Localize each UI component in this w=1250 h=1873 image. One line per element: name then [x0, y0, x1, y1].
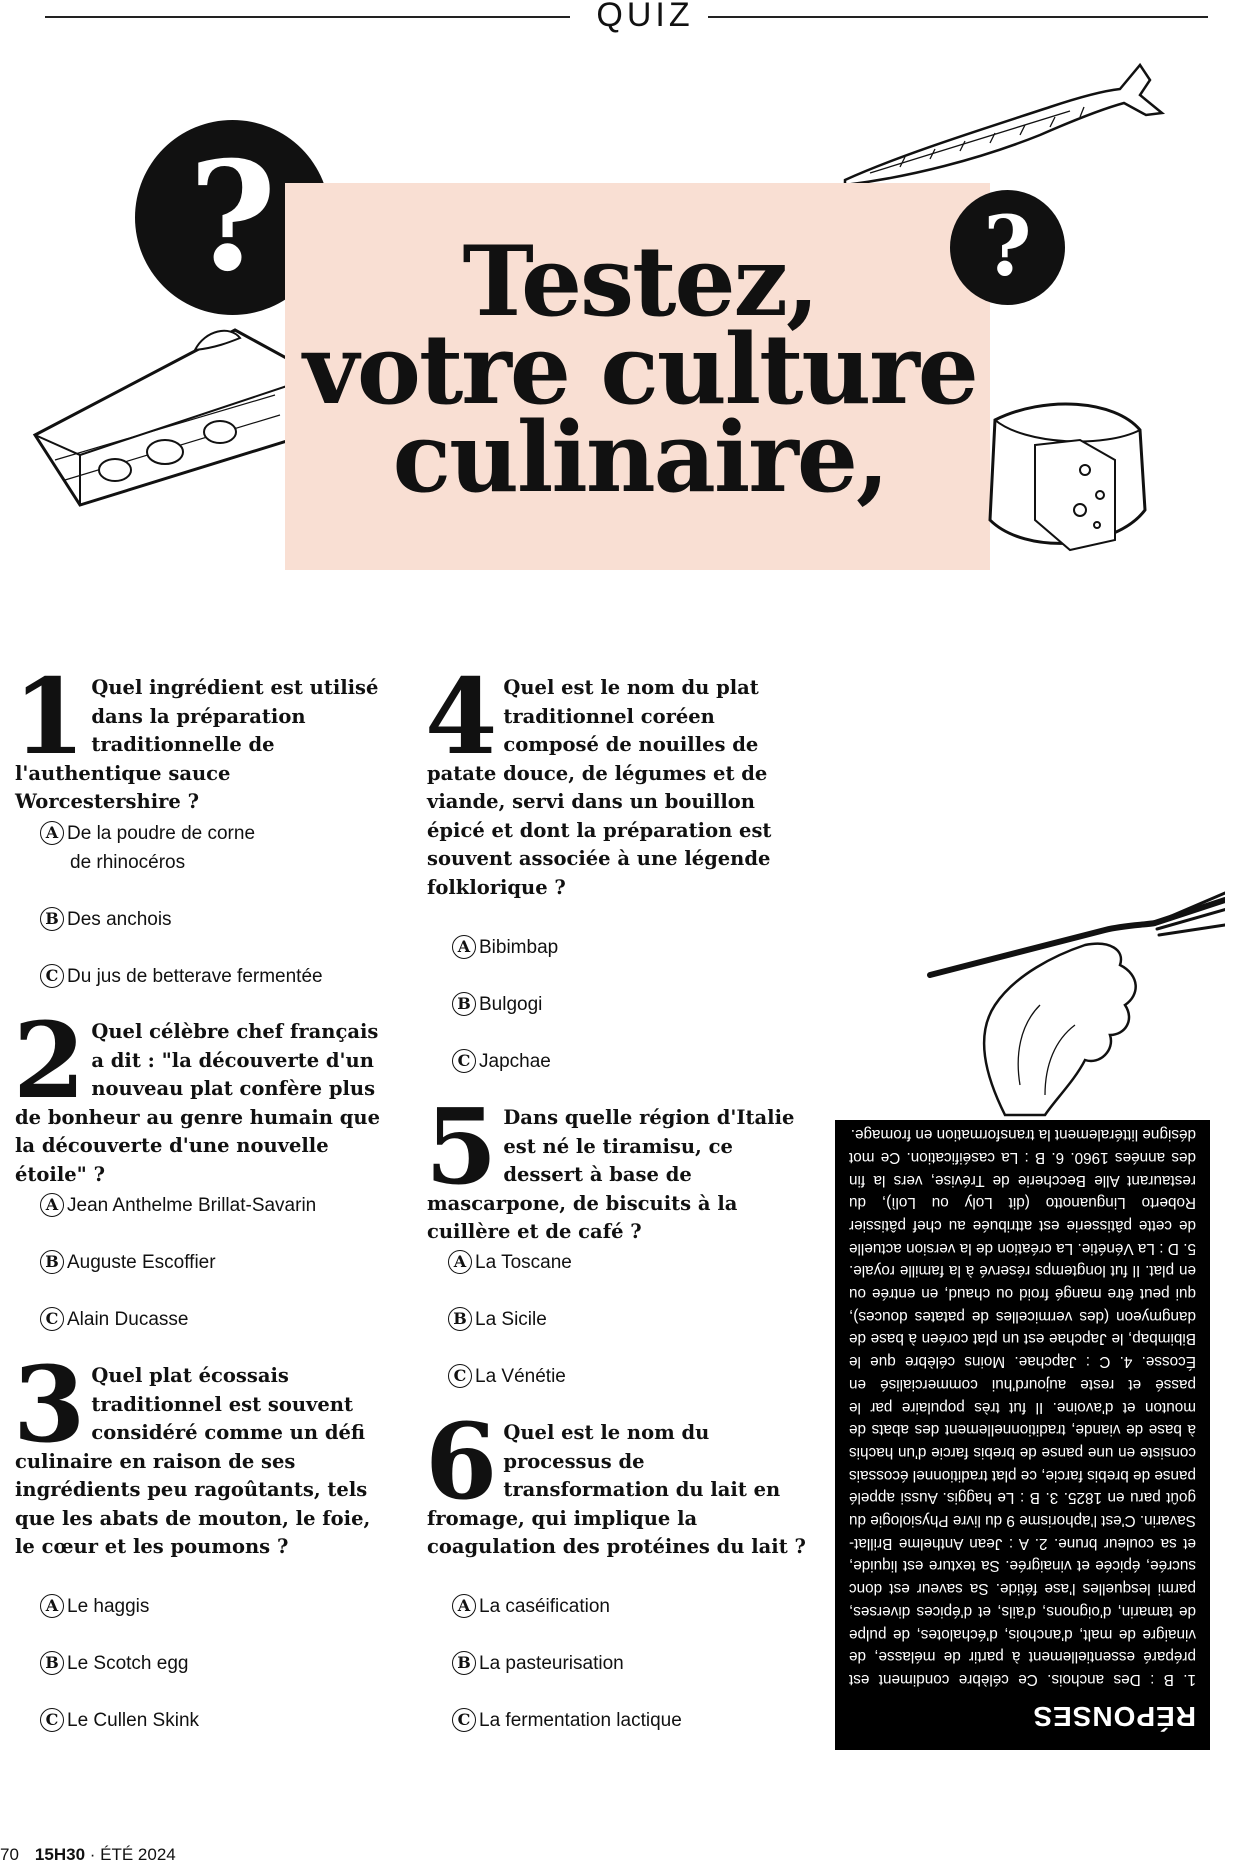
- question-number: 5: [425, 1085, 498, 1208]
- title-line-2: votre culture: [303, 313, 977, 426]
- question-4: [425, 655, 772, 902]
- question-number: 1: [13, 655, 86, 778]
- option-6c[interactable]: C La fermentation lactique: [452, 1707, 682, 1736]
- question-mark-small-icon: ?: [950, 190, 1065, 305]
- option-5a[interactable]: A La Toscane: [448, 1249, 572, 1278]
- option-3c[interactable]: C Le Cullen Skink: [40, 1707, 199, 1736]
- option-letter: C: [40, 1307, 64, 1331]
- option-1b[interactable]: B Des anchois: [40, 906, 172, 935]
- page-number: 70: [0, 1845, 19, 1864]
- issue-label: · ÉTÉ 2024: [85, 1845, 176, 1864]
- option-5c[interactable]: C La Vénétie: [448, 1363, 566, 1392]
- question-1: [13, 655, 395, 817]
- option-letter: C: [452, 1049, 476, 1073]
- option-letter: A: [40, 821, 64, 845]
- cheese-illustration: [985, 390, 1150, 560]
- question-mark-icon: ?: [135, 120, 330, 315]
- header-rule-left: [45, 16, 570, 18]
- option-letter: B: [452, 992, 476, 1016]
- question-number: 2: [13, 999, 86, 1122]
- option-4a[interactable]: A Bibimbap: [452, 934, 558, 963]
- option-2b[interactable]: B Auguste Escoffier: [40, 1249, 216, 1278]
- option-6b[interactable]: B La pasteurisation: [452, 1650, 624, 1679]
- magazine-brand: 15H30: [34, 1845, 86, 1864]
- option-3b[interactable]: B Le Scotch egg: [40, 1650, 188, 1679]
- option-letter: A: [448, 1250, 472, 1274]
- title-line-3: culinaire,: [392, 401, 888, 514]
- option-letter: B: [40, 1250, 64, 1274]
- option-2c[interactable]: C Alain Ducasse: [40, 1306, 188, 1335]
- option-letter: A: [452, 1594, 476, 1618]
- cake-slice-illustration: [25, 320, 295, 510]
- page-title: [290, 225, 990, 514]
- answers-panel: [835, 1120, 1210, 1750]
- question-text: Dans quelle région d'Italie est né le tiramisu, ce dessert à base de mascarpone, de biscuits à la cuillère et de café ?: [427, 1106, 795, 1243]
- question-text: Quel plat écossais traditionnel est souvent considéré comme un défi culinaire en raison de ses ingrédients peu ragoûtants, tels que les abats de mouton, le foie, le cœur et les poumons ?: [15, 1364, 371, 1558]
- question-text: Quel est le nom du processus de transformation du lait en fromage, qui implique la coagulation des protéines du lait ?: [427, 1421, 806, 1558]
- option-letter: C: [40, 964, 64, 988]
- option-letter: B: [40, 1651, 64, 1675]
- option-letter: A: [452, 935, 476, 959]
- header-rule-right: [708, 16, 1208, 18]
- question-3: [13, 1343, 385, 1562]
- option-letter: A: [40, 1594, 64, 1618]
- question-6: [425, 1400, 812, 1562]
- option-1c[interactable]: C Du jus de betterave fermentée: [40, 963, 323, 992]
- question-number: 6: [425, 1400, 498, 1523]
- option-letter: B: [452, 1651, 476, 1675]
- fish-illustration: [840, 45, 1170, 190]
- option-letter: C: [452, 1708, 476, 1732]
- option-6a[interactable]: A La caséification: [452, 1593, 610, 1622]
- question-2: [13, 999, 395, 1189]
- title-line-1: Testez,: [462, 225, 818, 338]
- option-letter: C: [448, 1364, 472, 1388]
- answers-text: 1. B : Des anchois. Ce célèbre condiment est préparé essentiellement à partir de mélasse, de vinaigre de malt, d'anchois, d'échalotes, de pulpe de tamarin, d'oignons, d'ails, et d'épices diverses, parmi lesquelles l'ase fétide. Sa saveur est donc sucrée, épicée et vinaigrée. Sa texture est liquide, et sa couleur brune. 2. A : Jean Anthelme Brillat-Savarin. C'est l'aphorisme 9 du livre Physiologie du goût paru en 1825. 3. B : Le haggis. Aussi appelé panse de brebis farcie, ce plat traditionnel écossais consiste en une panse de brebis farcie d'un hachis à base de viande, traditionnellement des abats de mouton et d'avoine. Il fut très populaire par le passé et reste aujourd'hui commercialisé en Écosse. 4. C : Japchae. Moins célèbre que le Bibimbap, le Japchae est un plat coréen à base de dangmyeon (des vermicelles de patates douces), qui peut être mangé froid ou chaud, en entrée ou en plat. Il fut longtemps réservé à la famille royale. 5. D : La Vénétie. La création de la version actuelle de cette pâtisserie est attribuée au chef pâtissier Roberto Linguanotto (dit Loly ou Lolì), du restaurant Alle Beccherie de Trévise, vers la fin des années 1960. 6. B : La caséification. Ce mot désigne littéralement la transformation en fromage.: [849, 1126, 1196, 1688]
- option-2a[interactable]: A Jean Anthelme Brillat-Savarin: [40, 1192, 316, 1221]
- option-4c[interactable]: C Japchae: [452, 1048, 551, 1077]
- option-4b[interactable]: B Bulgogi: [452, 991, 542, 1020]
- option-letter: B: [448, 1307, 472, 1331]
- question-text: Quel ingrédient est utilisé dans la préparation traditionnelle de l'authentique sauce Worcestershire ?: [15, 676, 379, 813]
- question-number: 3: [13, 1343, 86, 1466]
- question-text: Quel célèbre chef français a dit : "la découverte d'un nouveau plat confère plus de bonheur au genre humain que la découverte d'une nouvelle étoile" ?: [15, 1020, 380, 1186]
- hand-fork-illustration: [925, 885, 1225, 1120]
- answers-content: [835, 1120, 1210, 1750]
- question-text: Quel est le nom du plat traditionnel coréen composé de nouilles de patate douce, de légumes et de viande, servi dans un bouillon épicé et dont la préparation est souvent associée à une légende folklorique ?: [427, 676, 772, 899]
- option-letter: B: [40, 907, 64, 931]
- question-5: [425, 1085, 802, 1247]
- answers-heading: RÉPONSES: [1032, 1701, 1196, 1732]
- option-3a[interactable]: A Le haggis: [40, 1593, 149, 1622]
- section-label: QUIZ: [596, 0, 694, 34]
- option-letter: A: [40, 1193, 64, 1217]
- question-number: 4: [425, 655, 498, 778]
- page-footer: [0, 1845, 176, 1865]
- option-5b[interactable]: B La Sicile: [448, 1306, 547, 1335]
- option-letter: C: [40, 1708, 64, 1732]
- option-1a[interactable]: A De la poudre de corne de rhinocéros: [40, 820, 255, 877]
